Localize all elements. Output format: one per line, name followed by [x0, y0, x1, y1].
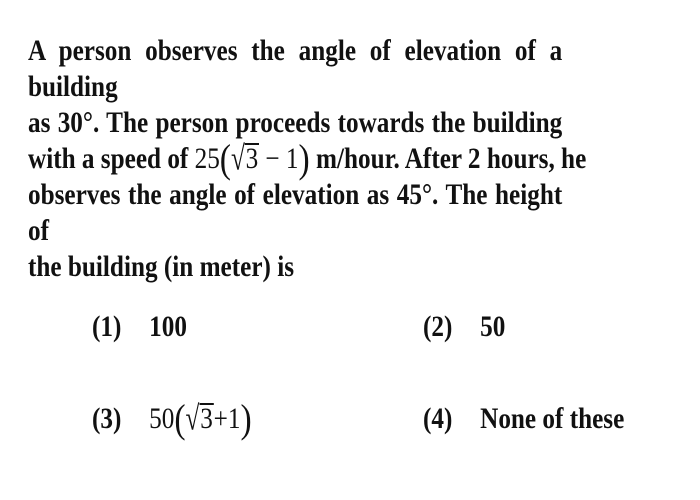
right-paren: ): [240, 396, 252, 441]
speed-suffix: m/hour. After 2 hours, he: [316, 142, 587, 175]
speed-term: 1: [285, 142, 299, 175]
question-line-3: [28, 136, 587, 181]
question-line-1: A person observes the angle of elevation of a building: [28, 34, 563, 103]
radical-sign-icon: √: [231, 139, 245, 178]
expression-coefficient: 50: [149, 402, 175, 435]
speed-coefficient: 25: [194, 142, 220, 175]
expression-term: 1: [227, 402, 241, 435]
option-text: None of these: [480, 402, 625, 435]
square-root: [186, 401, 214, 437]
option-text: 50: [480, 310, 506, 343]
question-line-5: the building (in meter) is: [28, 250, 295, 283]
question-text: [28, 33, 587, 285]
option-number: (4): [423, 402, 453, 435]
operator: −: [265, 142, 280, 175]
option-number: (1): [92, 310, 122, 343]
square-root: [231, 141, 259, 177]
option-4[interactable]: [423, 401, 624, 437]
option-2[interactable]: [423, 309, 505, 345]
radicand: 3: [200, 402, 213, 435]
operator: +: [213, 402, 228, 435]
right-paren: ): [298, 136, 310, 181]
option-number: (3): [92, 402, 122, 435]
question-line-4: observes the angle of elevation as 45°. The height of: [28, 178, 563, 247]
left-paren: (: [174, 396, 186, 441]
option-number: (2): [423, 310, 453, 343]
speed-expression: [194, 136, 316, 181]
question-line-2: as 30°. The person proceeds towards the building: [28, 106, 563, 139]
speed-prefix: with a speed of: [28, 142, 189, 175]
option-1[interactable]: [92, 309, 187, 345]
radicand: 3: [245, 142, 259, 175]
option-expression: [149, 396, 252, 441]
option-text: 100: [149, 310, 187, 343]
left-paren: (: [219, 136, 232, 181]
radical-sign-icon: √: [185, 399, 200, 438]
option-3[interactable]: [92, 396, 252, 441]
